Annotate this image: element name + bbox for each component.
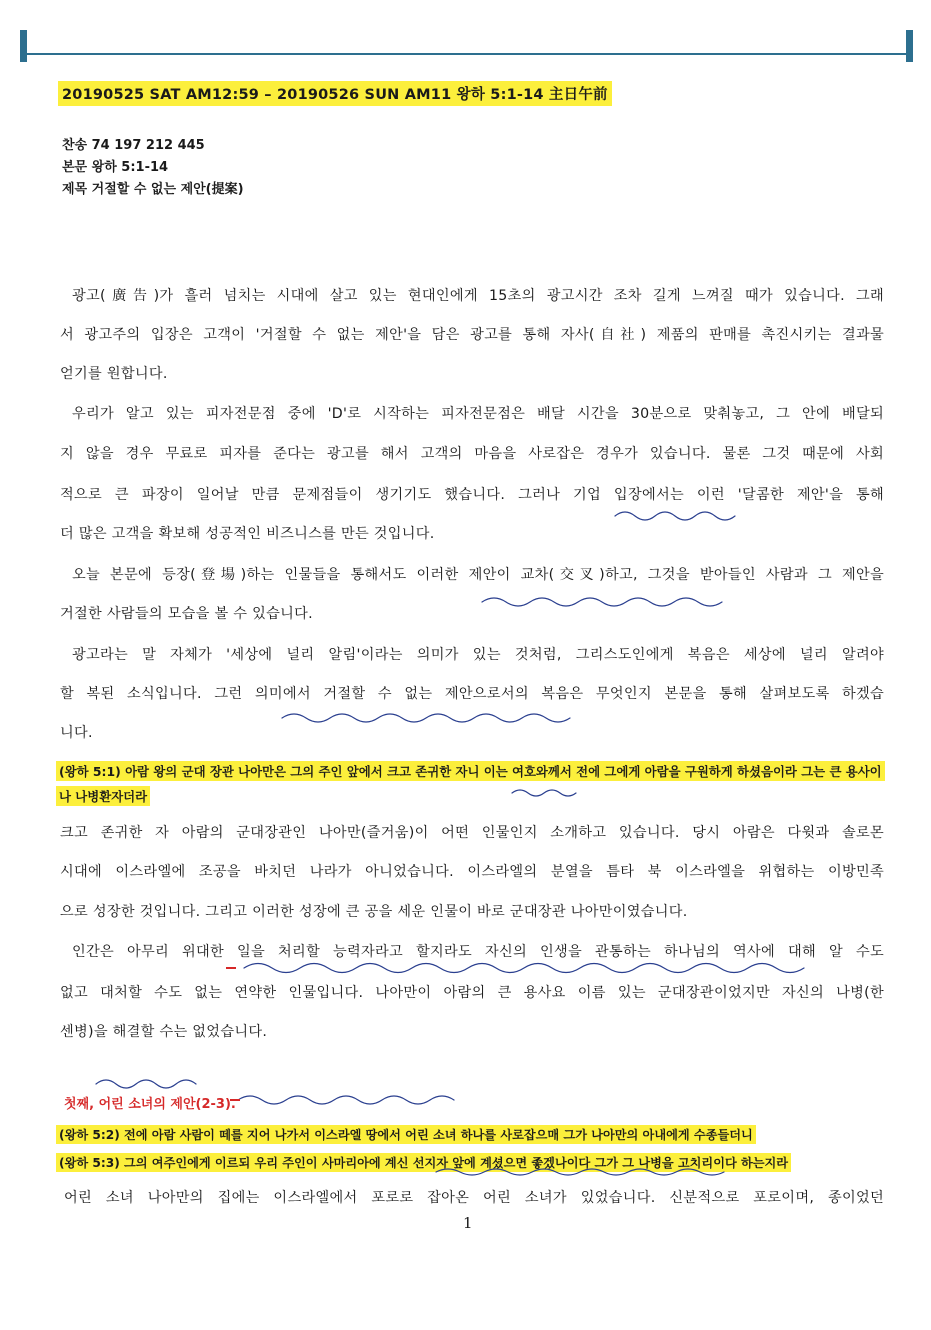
paragraph-line: 할 복된 소식입니다. 그런 의미에서 거절할 수 없는 제안으로서의 복음은 무엇인지 본문을 통해 살펴보도록 하겠습 [60, 686, 884, 702]
paragraph-line: 광고라는 말 자체가 '세상에 널리 알림'이라는 의미가 있는 것처럼, 그리스도인에게 복음은 세상에 널리 알려야 [72, 647, 884, 663]
page-number: 1 [463, 1214, 473, 1232]
paragraph-line: 오늘 본문에 등장(登場)하는 인물들을 통해서도 이러한 제안이 교차(交叉)하고, 그것을 받아들인 사람과 그 제안을 [72, 567, 884, 583]
paragraph-line: 시대에 이스라엘에 조공을 바치던 나라가 아니었습니다. 이스라엘의 분열을 틈타 북 이스라엘을 위협하는 이방민족 [60, 864, 884, 880]
paragraph-line: 센병)을 해결할 수는 없었습니다. [60, 1024, 268, 1040]
paragraph-line: 얻기를 원합니다. [60, 366, 168, 382]
paragraph-line: 더 많은 고객을 확보해 성공적인 비즈니스를 만든 것입니다. [60, 526, 435, 542]
paragraph-line: 광고(廣告)가 흘러 넘치는 시대에 살고 있는 현대인에게 15초의 광고시간 조차 길게 느껴질 때가 있습니다. 그래 [72, 288, 884, 304]
paragraph-line: 우리가 알고 있는 피자전문점 중에 'D'로 시작하는 피자전문점은 배달 시간을 30분으로 맞춰놓고, 그 안에 배달되 [72, 406, 884, 422]
paragraph-line: 서 광고주의 입장은 고객이 '거절할 수 없는 제안'을 담은 광고를 통해 자사(自社) 제품의 판매를 촉진시키는 결과물 [60, 327, 884, 343]
verse-quote: (왕하 5:3) 그의 여주인에게 이르되 우리 주인이 사마리아에 계신 선지자 앞에 계셨으면 좋겠나이다 그가 그 나병을 고치리이다 하는지라 [56, 1153, 791, 1172]
paragraph-line: 으로 성장한 것입니다. 그리고 이러한 성장에 큰 공을 세운 인물이 바로 군대장관 나아만이였습니다. [60, 904, 688, 920]
paragraph-line: 니다. [60, 725, 93, 741]
paragraph-line: 거절한 사람들의 모습을 볼 수 있습니다. [60, 606, 313, 622]
paragraph-line: 인간은 아무리 위대한 일을 처리할 능력자라고 할지라도 자신의 인생을 관통하는 하나님의 역사에 대해 알 수도 [72, 944, 884, 960]
section-title: 첫째, 어린 소녀의 제안(2-3). [64, 1097, 236, 1112]
verse-quote: (왕하 5:1) 아람 왕의 군대 장관 나아만은 그의 주인 앞에서 크고 존귀한 자니 이는 여호와께서 전에 그에게 아람을 구원하게 하셨음이라 그는 큰 용사이 [56, 761, 885, 781]
paragraph-line: 없고 대처할 수도 없는 연약한 인물입니다. 나아만이 아람의 큰 용사요 이름 있는 군대장관이었지만 자신의 나병(한 [60, 985, 884, 1001]
verse-quote: 나 나병환자더라 [56, 786, 150, 806]
paragraph-line: 크고 존귀한 자 아람의 군대장관인 나아만(즐거움)이 어떤 인물인지 소개하고 있습니다. 당시 아람은 다윗과 솔로몬 [60, 825, 884, 841]
scripture-line: 본문 왕하 5:1-14 [62, 160, 169, 175]
verse-quote: (왕하 5:2) 전에 아람 사람이 떼를 지어 나가서 이스라엘 땅에서 어린 소녀 하나를 사로잡으매 그가 나아만의 아내에게 수종들더니 [56, 1125, 756, 1144]
paragraph-line: 어린 소녀 나아만의 집에는 이스라엘에서 포로로 잡아온 어린 소녀가 있었습니다. 신분적으로 포로이며, 종이었던 [64, 1190, 884, 1206]
paragraph-line: 지 않을 경우 무료로 피자를 준다는 광고를 해서 고객의 마음을 사로잡은 경우가 있습니다. 물론 그것 때문에 사회 [60, 446, 884, 462]
hymn-line: 찬송 74 197 212 445 [62, 138, 205, 153]
sermon-header: 20190525 SAT AM12:59 – 20190526 SUN AM11 왕하 5:1-14 主日午前 [58, 81, 612, 106]
paragraph-line: 적으로 큰 파장이 일어날 만큼 문제점들이 생기기도 했습니다. 그러나 기업 입장에서는 이런 '달콤한 제안'을 통해 [60, 487, 884, 503]
subject-line: 제목 거절할 수 없는 제안(提案) [62, 182, 244, 197]
